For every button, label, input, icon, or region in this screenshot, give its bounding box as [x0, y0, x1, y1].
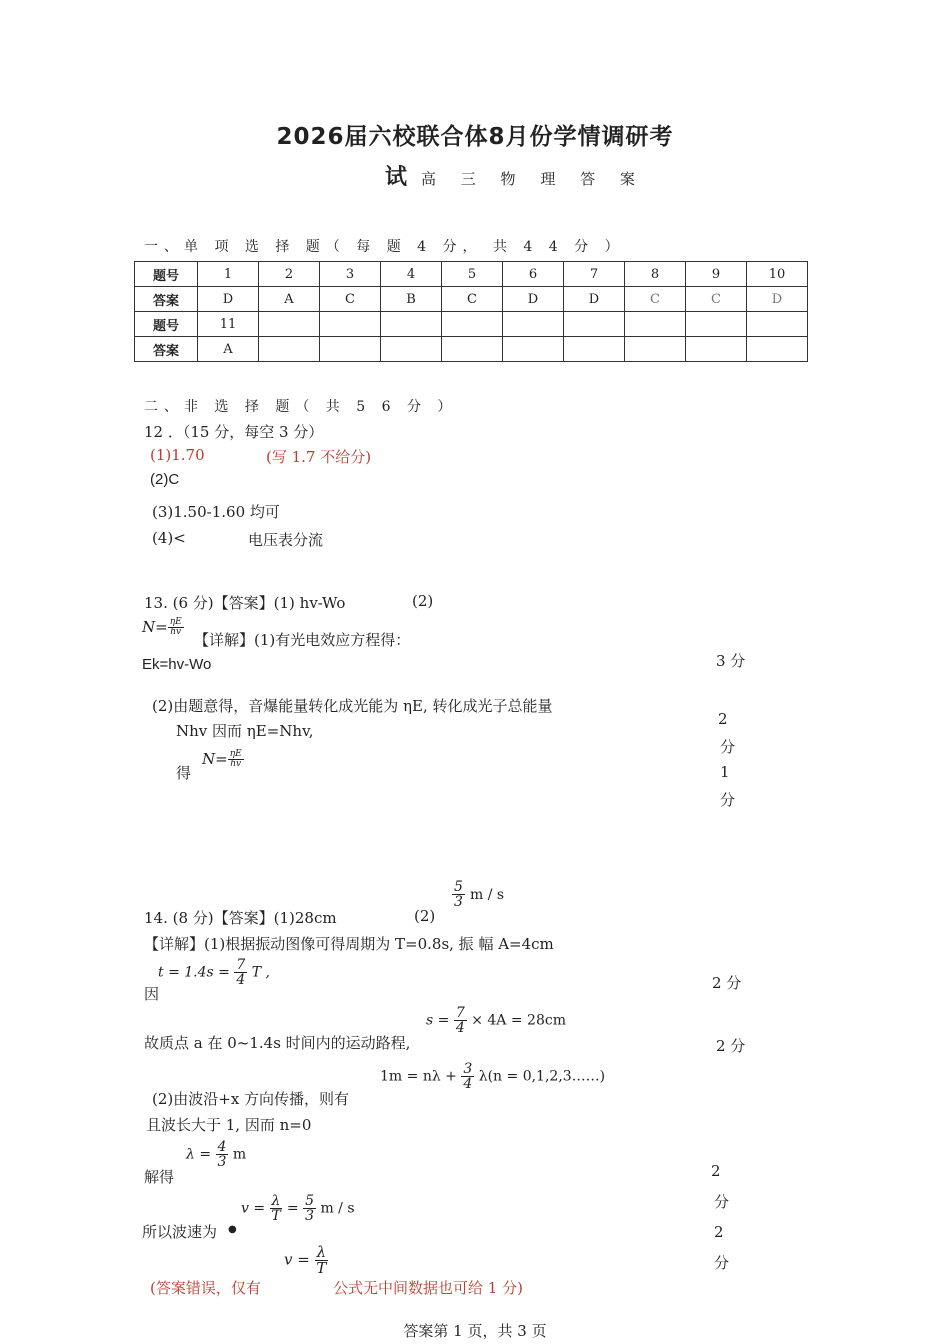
table-cell: 5: [442, 262, 503, 287]
table-cell-empty: [381, 312, 442, 337]
frac-den: 3: [305, 1208, 314, 1224]
q13-eq1: Ek=hv-Wo: [142, 656, 212, 673]
q13-part2-line1: (2)由题意得，音爆能量转化成光能为 ηE, 转化成光子总能量: [152, 697, 553, 715]
table-cell-label: 答案: [135, 287, 198, 312]
table-cell: 7: [564, 262, 625, 287]
q13-part2-line2: Nhv 因而 ηE=Nhv,: [176, 722, 314, 740]
eq-lhs: λ =: [186, 1146, 212, 1163]
q14-score-4b: 分: [714, 1254, 730, 1272]
table-cell: 9: [686, 262, 747, 287]
q14-score-3a: 2: [711, 1162, 721, 1180]
eq-lhs: s =: [426, 1012, 450, 1029]
table-row: [135, 287, 808, 312]
table-cell: D: [503, 287, 564, 312]
table-cell-empty: [564, 337, 625, 362]
frac-den: 4: [455, 1020, 465, 1036]
q12-answer-1: (1)1.70: [150, 446, 205, 464]
q14-path-text: 故质点 a 在 0~1.4s 时间内的运动路程,: [144, 1034, 411, 1052]
formula-lhs: N=: [142, 618, 168, 636]
page-subtitle: [385, 160, 645, 191]
table-cell-empty: [442, 337, 503, 362]
bullet-dot-icon: ●: [228, 1224, 237, 1235]
frac-num: 7: [455, 1005, 465, 1021]
q14-note-post: 公式无中间数据也可给 1 分): [333, 1279, 523, 1297]
q13-score-3a: 1: [720, 763, 730, 781]
q14-solve: 解得: [144, 1168, 175, 1186]
q14-note-pre: (答案错误，仅有: [150, 1279, 261, 1297]
table-row: [135, 262, 808, 287]
table-row: [135, 312, 808, 337]
q14-title: 14. (8 分)【答案】(1)28cm: [144, 909, 337, 927]
table-cell-empty: [442, 312, 503, 337]
frac-den: 3: [217, 1154, 227, 1170]
q14-part2: (2): [414, 907, 436, 925]
formula-lhs: N=: [202, 750, 228, 768]
q14-speed-eq: [241, 1194, 355, 1223]
table-cell-empty: [381, 337, 442, 362]
eq-lhs: 1m = nλ +: [380, 1068, 457, 1085]
q14-lambda-eq: [186, 1140, 246, 1169]
table-cell: 6: [503, 262, 564, 287]
frac-den: 3: [454, 894, 463, 910]
table-cell: A: [259, 287, 320, 312]
table-cell: 11: [198, 312, 259, 337]
table-cell-empty: [503, 337, 564, 362]
frac-num: 4: [217, 1139, 227, 1155]
q14-score-4a: 2: [714, 1223, 724, 1241]
q14-part2-eq: [380, 1062, 605, 1091]
section1-heading: 一、单 项 选 择 题（ 每 题 4 分， 共 4 4 分 ）: [144, 239, 625, 255]
q13-explain: 【详解】(1)有光电效应方程得：: [194, 631, 411, 649]
table-cell-empty: [259, 312, 320, 337]
q13-score-3b: 分: [720, 791, 736, 809]
q13-get: 得: [176, 764, 192, 782]
table-cell: B: [381, 287, 442, 312]
table-cell-empty: [564, 312, 625, 337]
eq-rhs: T ,: [251, 964, 270, 981]
q13-title: 13. (6 分)【答案】(1) hv-Wo: [144, 594, 346, 612]
q14-answer-velocity: [452, 880, 504, 909]
table-cell: D: [198, 287, 259, 312]
frac-den: T: [316, 1259, 327, 1277]
q13-formula: [142, 617, 184, 637]
table-cell: 1: [198, 262, 259, 287]
frac-den: 4: [463, 1076, 473, 1092]
frac-num: 5: [454, 879, 463, 895]
table-cell-label: 题号: [135, 312, 198, 337]
unit: m / s: [320, 1200, 355, 1217]
q13-formula-2: [202, 749, 244, 769]
table-cell: 8: [625, 262, 686, 287]
table-cell: 3: [320, 262, 381, 287]
subtitle-big: 试: [385, 165, 408, 190]
table-cell: 4: [381, 262, 442, 287]
frac-den: 4: [236, 972, 246, 988]
formula-num: ηE: [229, 749, 242, 759]
table-cell-empty: [320, 312, 381, 337]
q12-answer-3: (3)1.50-1.60 均可: [152, 503, 280, 521]
q14-time-eq: [158, 958, 270, 987]
frac-num: λ: [271, 1193, 281, 1209]
table-cell-empty: [625, 312, 686, 337]
table-row: [135, 337, 808, 362]
eq-lhs: v =: [284, 1250, 310, 1269]
table-cell-empty: [747, 337, 808, 362]
q14-score-1: 2 分: [712, 974, 742, 992]
table-cell: D: [564, 287, 625, 312]
q12-title: 12 ．（15 分，每空 3 分）: [144, 423, 324, 441]
eq-lhs: t = 1.4s =: [158, 964, 230, 981]
formula-den: hv: [170, 627, 182, 637]
q12-answer-4: (4)<: [152, 529, 186, 547]
table-cell-empty: [503, 312, 564, 337]
q14-part2-text: (2)由波沿+x 方向传播，则有: [152, 1090, 350, 1108]
section2-heading: 二、非 选 择 题（ 共 5 6 分 ）: [144, 399, 458, 415]
unit: m: [232, 1146, 247, 1163]
table-cell-empty: [747, 312, 808, 337]
q14-score-3b: 分: [714, 1193, 730, 1211]
table-cell: D: [747, 287, 808, 312]
q14-speed-text: 所以波速为: [142, 1223, 218, 1241]
subtitle-rest: 高 三 物 理 答 案: [421, 170, 645, 188]
frac-num: 3: [463, 1061, 473, 1077]
frac-num: 5: [305, 1193, 314, 1209]
q13-score-2b: 分: [720, 738, 736, 756]
table-cell: C: [320, 287, 381, 312]
page-title: 2026届六校联合体8月份学情调研考: [276, 124, 674, 150]
frac-num: λ: [316, 1243, 327, 1261]
eq-rhs: × 4A = 28cm: [471, 1012, 566, 1029]
q14-explain: 【详解】(1)根据振动图像可得周期为 T=0.8s, 振 幅 A=4cm: [144, 935, 554, 953]
eq-rhs: λ(n = 0,1,2,3……): [478, 1068, 606, 1085]
table-cell-empty: [686, 337, 747, 362]
table-cell-label: 题号: [135, 262, 198, 287]
table-cell-empty: [625, 337, 686, 362]
table-cell: C: [625, 287, 686, 312]
table-cell-empty: [686, 312, 747, 337]
page-footer: 答案第 1 页，共 3 页: [403, 1322, 547, 1340]
table-cell-empty: [259, 337, 320, 362]
table-cell: A: [198, 337, 259, 362]
answer-table: [134, 261, 808, 362]
formula-num: ηE: [169, 617, 182, 627]
q12-answer-2: (2)C: [150, 471, 180, 488]
table-cell: 2: [259, 262, 320, 287]
unit: m / s: [470, 887, 505, 903]
q13-score-1: 3 分: [716, 652, 746, 670]
q14-note-eq: [284, 1245, 328, 1276]
q12-answer-4-note: 电压表分流: [248, 531, 324, 549]
frac-den: T: [271, 1208, 281, 1224]
q14-score-2: 2 分: [716, 1037, 746, 1055]
q14-because: 因: [144, 985, 160, 1003]
eq-lhs: v =: [241, 1200, 266, 1217]
q14-path-eq: [426, 1006, 566, 1035]
eq-mid: =: [286, 1200, 299, 1217]
q13-part2: (2): [412, 592, 434, 610]
q14-n-text: 且波长大于 1, 因而 n=0: [146, 1116, 312, 1134]
table-cell: C: [686, 287, 747, 312]
q13-score-2a: 2: [718, 710, 728, 728]
frac-num: 7: [236, 957, 246, 973]
table-cell-label: 答案: [135, 337, 198, 362]
formula-den: hv: [230, 759, 242, 769]
table-cell: C: [442, 287, 503, 312]
q12-answer-1-note: (写 1.7 不给分): [266, 448, 372, 466]
table-cell-empty: [320, 337, 381, 362]
table-cell: 10: [747, 262, 808, 287]
